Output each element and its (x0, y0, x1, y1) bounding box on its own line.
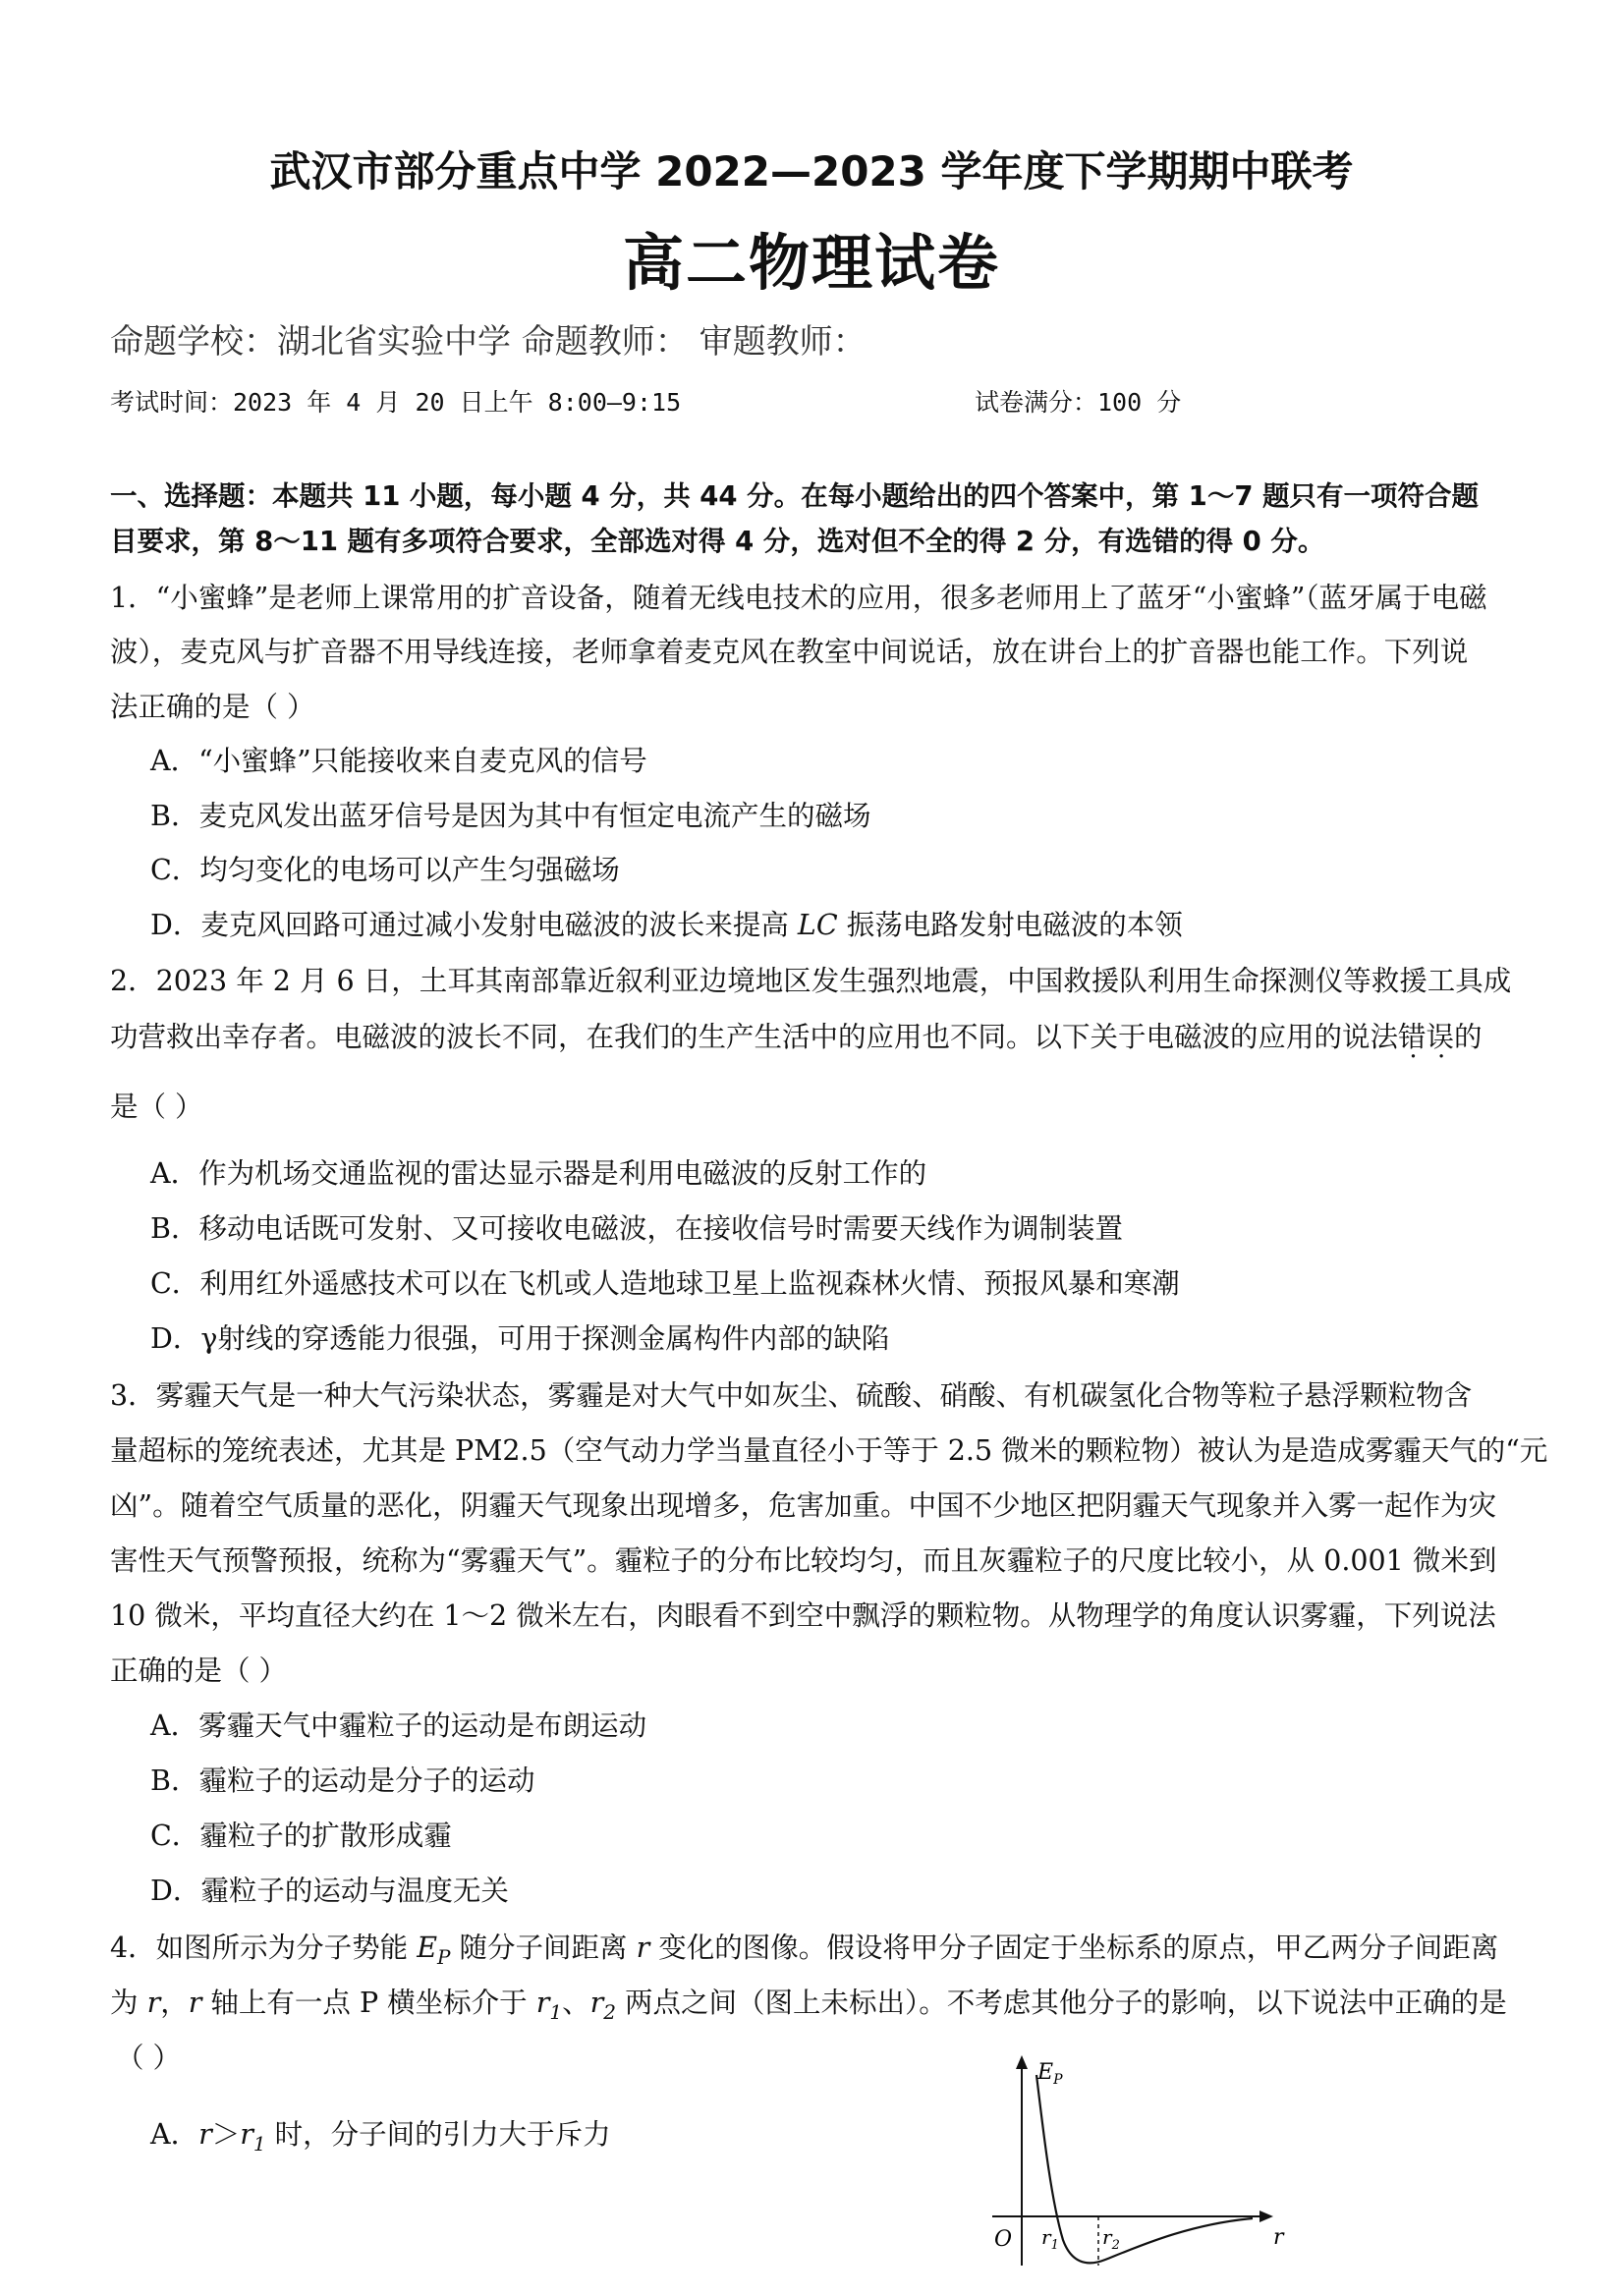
q2-option-a: A．作为机场交通监视的雷达显示器是利用电磁波的反射工作的 (150, 1157, 927, 1190)
q4-stem-line2 (110, 1981, 1507, 2025)
q4-var-e-sub: P (437, 1944, 451, 1969)
q3-option-a: A．雾霾天气中霾粒子的运动是布朗运动 (150, 1709, 647, 1742)
q4-text-5: ， (160, 1987, 189, 2019)
q4-text-4: 为 (110, 1987, 147, 2019)
q4-text-1: 4．如图所示为分子势能 (110, 1932, 418, 1964)
potential-energy-graph (973, 2053, 1326, 2279)
q4-var-r1: r (535, 1987, 550, 2019)
q4-var-r2-sub: 2 (603, 1999, 616, 2024)
q4-text-3: 变化的图像。假设将甲分子固定于坐标系的原点，甲乙两分子间距离 (649, 1932, 1499, 1964)
q2-emphasis-char-1: 错 (1398, 1021, 1427, 1053)
q2-stem-line2-end: 的 (1454, 1021, 1483, 1053)
q4-text-7: 、 (562, 1987, 590, 2019)
q4-var-r1-sub: 1 (549, 1999, 563, 2024)
r1-label: $r_1$ (1041, 2225, 1059, 2253)
q4-option-a (150, 2112, 611, 2156)
q1-option-a: A．“小蜜蜂”只能接收来自麦克风的信号 (150, 745, 647, 777)
q2-stem-line2-text: 功营救出幸存者。电磁波的波长不同，在我们的生产生活中的应用也不同。以下关于电磁波的应用的说法 (110, 1021, 1399, 1053)
x-axis-label: r (1273, 2225, 1284, 2250)
q4-option-a-var-r: r (198, 2118, 212, 2151)
section-instructions-line2: 目要求，第 8～11 题有多项符合要求，全部选对得 4 分，选对但不全的得 2 分，有选错的得 0 分。 (110, 526, 1325, 557)
q1-stem-line1: 1．“小蜜蜂”是老师上课常用的扩音设备，随着无线电技术的应用，很多老师用上了蓝牙“小蜜蜂”（蓝牙属于电磁 (110, 582, 1487, 614)
q2-option-d: D．γ射线的穿透能力很强，可用于探测金属构件内部的缺陷 (150, 1322, 890, 1355)
q4-var-r: r (636, 1932, 650, 1964)
y-axis-arrow (1016, 2055, 1028, 2069)
q4-option-a-label: A． (150, 2118, 199, 2151)
q2-stem-line2 (110, 1015, 1483, 1055)
origin-label: O (994, 2227, 1013, 2252)
full-score: 试卷满分：100 分 (975, 388, 1182, 417)
q1-option-b: B．麦克风发出蓝牙信号是因为其中有恒定电流产生的磁场 (150, 800, 871, 832)
q4-text-6: 轴上有一点 P 横坐标介于 (201, 1987, 536, 2019)
q3-stem-line5: 10 微米，平均直径大约在 1～2 微米左右，肉眼看不到空中飘浮的颗粒物。从物理学的角度认识雾霾，下列说法 (110, 1599, 1496, 1632)
q3-stem-line4: 害性天气预警预报，统称为“雾霾天气”。霾粒子的分布比较均匀，而且灰霾粒子的尺度比较小，从 0.001 微米到 (110, 1544, 1497, 1577)
q4-var-e: E (417, 1932, 438, 1964)
q4-option-a-var-r1: r (240, 2118, 253, 2151)
q2-option-c: C．利用红外遥感技术可以在飞机或人造地球卫星上监视森林火情、预报风暴和寒潮 (150, 1267, 1180, 1300)
q1-stem-line2: 波），麦克风与扩音器不用导线连接，老师拿着麦克风在教室中间说话，放在讲台上的扩音器也能工作。下列说 (110, 636, 1469, 668)
r2-label: $r_2$ (1102, 2225, 1120, 2253)
q1-option-d-text-b: 振荡电路发射电磁波的本领 (837, 909, 1183, 941)
q3-option-c: C．霾粒子的扩散形成霾 (150, 1820, 452, 1852)
q1-option-d-var: LC (797, 909, 838, 941)
q2-option-b: B．移动电话既可发射、又可接收电磁波，在接收信号时需要天线作为调制装置 (150, 1212, 1123, 1245)
q4-text-8: 两点之间（图上未标出）。不考虑其他分子的影响，以下说法中正确的是 (615, 1987, 1507, 2019)
q4-var-r2: r (589, 1987, 604, 2019)
q4-option-a-text: 时，分子间的引力大于斥力 (265, 2118, 611, 2151)
exam-title: 武汉市部分重点中学 2022—2023 学年度下学期期中联考 (269, 147, 1354, 196)
q4-stem-line1 (110, 1926, 1498, 1970)
q3-option-d: D．霾粒子的运动与温度无关 (150, 1875, 509, 1907)
q2-emphasis-char-2: 误 (1426, 1021, 1455, 1053)
q3-stem-line2: 量超标的笼统表述，尤其是 PM2.5（空气动力学当量直径小于等于 2.5 微米的颗粒物）被认为是造成雾霾天气的“元 (110, 1434, 1548, 1467)
x-axis-arrow (1259, 2211, 1273, 2222)
y-axis-label: $E_P$ (1037, 2060, 1063, 2088)
exam-time: 考试时间：2023 年 4 月 20 日上午 8:00—9:15 (110, 388, 682, 417)
q4-var-r-b: r (188, 1987, 202, 2019)
exam-subject-title: 高二物理试卷 (622, 227, 1000, 299)
q3-stem-line6: 正确的是（ ） (110, 1654, 288, 1687)
q1-stem-line3: 法正确的是（ ） (110, 691, 315, 723)
q3-stem-line3: 凶”。随着空气质量的恶化，阴霾天气现象出现增多，危害加重。中国不少地区把阴霾天气现象并入雾一起作为灾 (110, 1489, 1497, 1522)
q4-stem-line3: （ ） (116, 2042, 182, 2074)
q4-text-2: 随分子间距离 (450, 1932, 637, 1964)
school-line: 命题学校：湖北省实验中学 命题教师： 审题教师： (110, 322, 867, 362)
q1-option-c: C．均匀变化的电场可以产生匀强磁场 (150, 854, 620, 886)
q2-stem-line1: 2．2023 年 2 月 6 日，土耳其南部靠近叙利亚边境地区发生强烈地震，中国救援队利用生命探测仪等救援工具成 (110, 965, 1512, 997)
q3-stem-line1: 3．雾霾天气是一种大气污染状态，雾霾是对大气中如灰尘、硫酸、硝酸、有机碳氢化合物等粒子悬浮颗粒物含 (110, 1379, 1473, 1412)
q1-option-d (150, 903, 1183, 943)
q4-option-a-gt: ＞ (211, 2118, 241, 2151)
q4-option-a-var-r1-sub: 1 (252, 2131, 266, 2156)
q3-option-b: B．霾粒子的运动是分子的运动 (150, 1764, 535, 1797)
section-instructions-line1: 一、选择题：本题共 11 小题，每小题 4 分，共 44 分。在每小题给出的四个答案中，第 1～7 题只有一项符合题 (110, 480, 1480, 512)
q1-option-d-text-a: D．麦克风回路可通过减小发射电磁波的波长来提高 (150, 909, 798, 941)
q4-var-r-a: r (146, 1987, 161, 2019)
q2-stem-line3: 是（ ） (110, 1091, 203, 1123)
potential-curve (1036, 2075, 1253, 2263)
